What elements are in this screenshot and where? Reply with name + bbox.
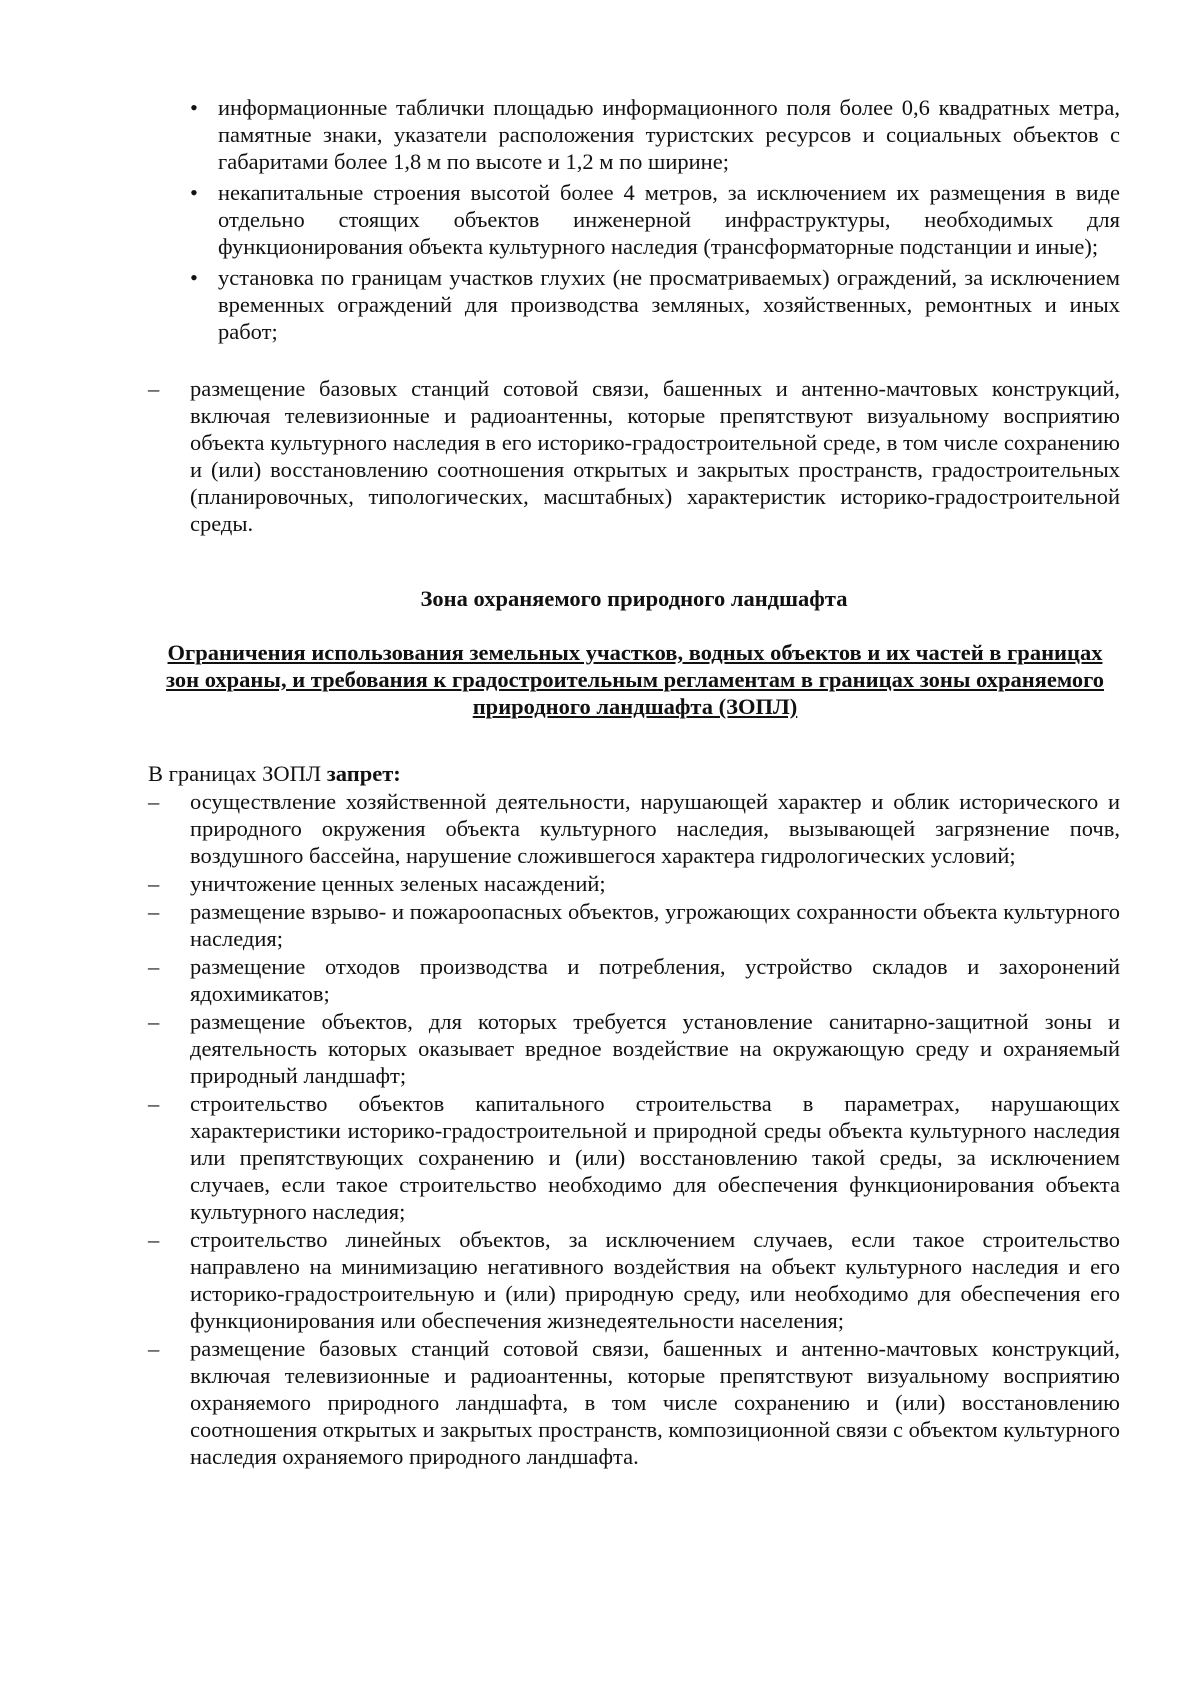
list-item [148, 898, 1120, 952]
bullet-text: установка по границам участков глухих (не просматриваемых) ограждений, за исключением временных ограждений для производства земляных, хозяйственных, ремонтных и иных работ; [218, 265, 1120, 344]
prohibition-text: размещение взрыво- и пожароопасных объектов, угрожающих сохранности объекта культурного наследия; [190, 899, 1120, 951]
list-item [148, 1226, 1120, 1334]
prohibition-text: строительство линейных объектов, за исключением случаев, если такое строительство направлено на минимизацию негативного воздействия на объект культурного наследия и его историко-градостроительную и (или) природную среду, или необходимо для обеспечения его функционирования или обеспечения жизнедеятельности населения; [190, 1227, 1120, 1333]
prohibition-text: осуществление хозяйственной деятельности, нарушающей характер и облик исторического и природного окружения объекта культурного наследия, вызывающей загрязнение почв, воздушного бассейна, нарушение сложившегося характера гидрологических условий; [190, 789, 1120, 868]
bullet-icon: • [190, 95, 198, 120]
restriction-title: Ограничения использования земельных участков, водных объектов и их частей в границах зон охраны, и требования к градостроительным регламентам в границах зоны охраняемого природного ландшафта (ЗОПЛ) [165, 640, 1105, 719]
dash-icon: – [148, 1336, 160, 1361]
prohibition-text: размещение базовых станций сотовой связи, башенных и антенно-мачтовых конструкций, включая телевизионные и радиоантенны, которые препятствуют визуальному восприятию охраняемого природного ландшафта, в том числе сохранению и (или) восстановлению соотношения открытых и закрытых пространств, композиционной связи с объектом культурного наследия охраняемого природного ландшафта. [190, 1336, 1121, 1469]
dash-icon: – [148, 789, 160, 814]
list-item [148, 375, 1120, 537]
bullet-icon: • [190, 180, 198, 205]
prohibition-text: строительство объектов капитального строительства в параметрах, нарушающих характеристики историко-градостроительной и природной среды объекта культурного наследия или препятствующих сохранению и (или) восстановлению такой среды, за исключением случаев, если такое строительство необходимо для обеспечения функционирования объекта культурного наследия; [190, 1091, 1120, 1224]
dash-icon: – [148, 1091, 160, 1116]
dash-icon: – [148, 1009, 160, 1034]
list-item [148, 1090, 1120, 1225]
prohibition-text: уничтожение ценных зеленых насаждений; [190, 871, 606, 896]
list-item [148, 788, 1120, 869]
prohibitions-list [148, 788, 1120, 1471]
bullet-text: информационные таблички площадью информационного поля более 0,6 квадратных метра, памятные знаки, указатели расположения туристских ресурсов и социальных объектов с габаритами более 1,8 м по высоте и 1,2 м по ширине; [218, 95, 1120, 174]
dash-text: размещение базовых станций сотовой связи, башенных и антенно-мачтовых конструкций, включая телевизионные и радиоантенны, которые препятствуют визуальному восприятию объекта культурного наследия в его историко-градостроительной среде, в том числе сохранению и (или) восстановлению соотношения открытых и закрытых пространств, градостроительных (планировочных, типологических, масштабных) характеристик историко-градостроительной среды. [190, 376, 1120, 536]
intro-bold: запрет: [326, 761, 401, 786]
prohibition-text: размещение отходов производства и потребления, устройство складов и захоронений ядохимикатов; [190, 954, 1120, 1006]
dash-icon: – [148, 899, 160, 924]
intro-prefix: В границах ЗОПЛ [148, 761, 327, 786]
list-item [190, 179, 1120, 260]
dash-icon: – [148, 871, 160, 896]
list-item [148, 870, 1120, 897]
list-item [190, 264, 1120, 345]
list-item [148, 1335, 1120, 1470]
bullet-icon: • [190, 265, 198, 290]
prohibition-text: размещение объектов, для которых требуется установление санитарно-защитной зоны и деятельность которых оказывает вредное воздействие на окружающую среду и охраняемый природный ландшафт; [190, 1009, 1120, 1088]
bullet-list [190, 94, 1120, 349]
dash-icon: – [148, 376, 160, 401]
list-item [148, 1008, 1120, 1089]
dash-icon: – [148, 1227, 160, 1252]
dash-icon: – [148, 954, 160, 979]
dash-list-top [148, 375, 1120, 537]
intro-line [148, 760, 1120, 787]
bullet-text: некапитальные строения высотой более 4 метров, за исключением их размещения в виде отдельно стоящих объектов инженерной инфраструктуры, необходимых для функционирования объекта культурного наследия (трансформаторные подстанции и иные); [218, 180, 1120, 259]
list-item [148, 953, 1120, 1007]
list-item [190, 94, 1120, 175]
zone-title: Зона охраняемого природного ландшафта [420, 586, 848, 611]
